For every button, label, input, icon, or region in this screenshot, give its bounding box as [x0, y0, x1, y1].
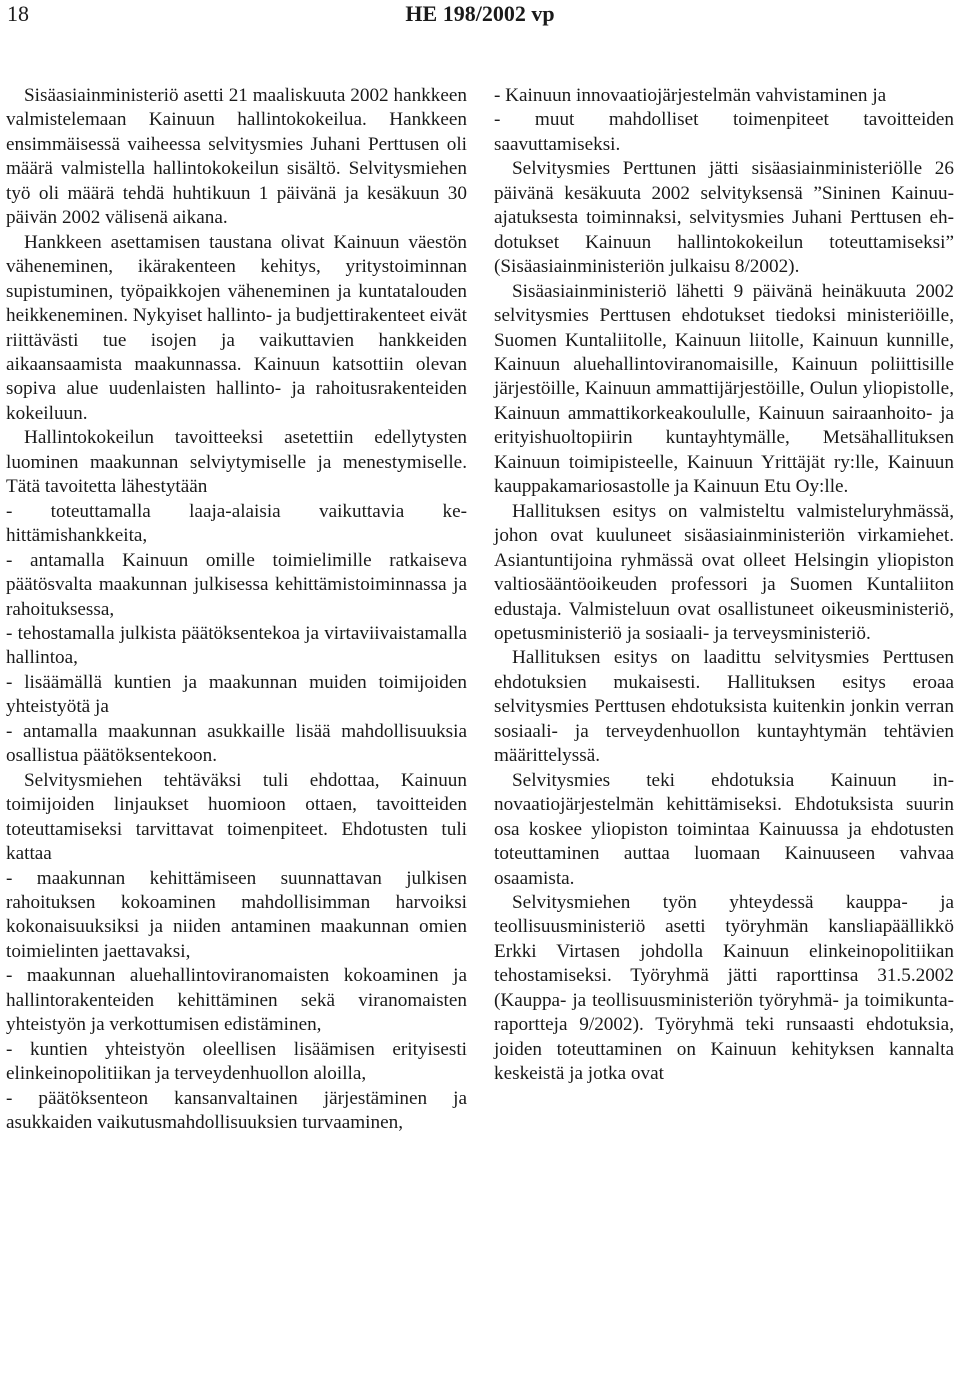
page-header: [0, 0, 960, 36]
list-item: - toteuttamalla laaja-alaisia vaikuttavia kehittämishankkeita,: [6, 500, 467, 547]
paragraph: Hallituksen esitys on laadittu selvitysmies Perttusen ehdotuksien mukaisesti. Hallituksen esitys eroaa selvitysmies Perttusen ehdotuksista kuitenkin jonkin verran sosiaali- ja terveydenhuollon kuntayhtymän tehtävien määrittelyssä.: [494, 647, 954, 767]
right-column: [494, 84, 954, 1087]
list-item: - maakunnan aluehallintoviranomaisten kokoaminen ja hallintorakenteiden kehittäminen sekä viranomaisten yhteistyön ja verkottumisen edistäminen,: [6, 965, 467, 1036]
paragraph: Hallituksen esitys on valmisteltu valmisteluryhmässä, johon ovat kuuluneet sisäasiainministeriön virkamiehet. Asiantuntijoina ryhmässä ovat olleet Helsingin yliopiston valtiosääntöoikeuden professori ja Suomen Kuntaliiton edustaja. Valmisteluun ovat osallistuneet oikeusministeriö, opetusministeriö ja sosiaali- ja terveysministeriö.: [494, 500, 954, 644]
paragraph: Sisäasiainministeriö lähetti 9 päivänä heinäkuuta 2002 selvitysmies Perttusen ehdotukset tiedoksi ministeriöille, Suomen Kuntaliitolle, Kainuun liitolle, Kainuun kunnille, Kainuun aluehallintoviranomaisille, Kainuun poliittisille järjestöille, Kainuun ammattijärjestöille, Oulun yliopistolle, Kainuun ammattikorkeakoululle, Kainuun sairaanhoito- ja erityishuoltopiirin kuntayhtymälle, Metsähallituksen Kainuun toimipisteelle, Kainuun Yrittäjät ry:lle, Kainuun kauppakamariosastolle ja Kainuun Etu Oy:lle.: [494, 280, 954, 498]
paragraph: Hallintokokeilun tavoitteeksi asetettiin edellytysten luominen maakunnan selviytymiselle ja menestymiselle. Tätä tavoitetta lähestytään: [6, 427, 467, 498]
paragraph: Selvitysmies Perttunen jätti sisäasiainministeriölle 26 päivänä kesäkuuta 2002 selvityksensä ”Sininen Kainuu- ajatuksesta toiminnaksi, selvitysmies Juhani Perttusen ehdotukset Kainuun hallintokokeilun toteuttamiseksi” (Sisäasiainministeriön julkaisu 8/2002).: [494, 158, 954, 278]
left-column: [6, 84, 467, 1135]
page-number: 18: [7, 1, 29, 26]
list-item: - antamalla Kainuun omille toimielimille ratkaiseva päätösvalta maakunnan julkisessa kehittämistoiminnassa ja rahoituksessa,: [6, 549, 467, 620]
paragraph: Sisäasiainministeriö asetti 21 maaliskuuta 2002 hankkeen valmistelemaan Kainuun hallintokokeilua. Hankkeen ensimmäisessä vaiheessa selvitysmies Juhani Perttusen oli määrä valmistella hallintokokeilun sisältö. Selvitysmiehen työ oli määrä tehdä huhtikuun 1 päivänä ja kesäkuun 30 päivän 2002 välisenä aikana.: [6, 85, 467, 229]
list-item: - päätöksenteon kansanvaltainen järjestäminen ja asukkaiden vaikutusmahdollisuuksien turvaaminen,: [6, 1087, 467, 1134]
paragraph: Hankkeen asettamisen taustana olivat Kainuun väestön väheneminen, ikärakenteen kehitys, yritystoiminnan supistuminen, työpaikkojen väheneminen ja kuntatalouden heikkeneminen. Nykyiset hallinto- ja budjettirakenteet eivät riittävästi tue isojen ja vaikuttavien hankkeiden aikaansaamista maakunnassa. Kainuun katsottiin olevan sopiva alue uudenlaisten hallinto- ja rahoitusrakenteiden kokeiluun.: [6, 231, 467, 424]
paragraph: Selvitysmiehen työn yhteydessä kauppa- ja teollisuusministeriö asetti työryhmän kansliapäällikkö Erkki Virtasen johdolla Kainuun elinkeinopolitiikan tehostamiseksi. Työryhmä jätti raporttinsa 31.5.2002 (Kauppa- ja teollisuusministeriön työryhmä- ja toimikuntaraportteja 9/2002). Työryhmä teki runsaasti ehdotuksia, joiden toteuttaminen on Kainuun kehityksen kannalta keskeistä ja jotka ovat: [494, 891, 954, 1085]
list-item: - kuntien yhteistyön oleellisen lisäämisen erityisesti elinkeinopolitiikan ja terveydenhuollon aloilla,: [6, 1038, 467, 1085]
list-item: - maakunnan kehittämiseen suunnattavan julkisen rahoituksen kokoaminen mahdollisimman harvoiksi kokonaisuuksiksi ja niiden antaminen maakunnan omien toimielinten jaettavaksi,: [6, 867, 467, 962]
list-item: - tehostamalla julkista päätöksentekoa ja virtaviivaistamalla hallintoa,: [6, 622, 467, 669]
list-item: - Kainuun innovaatiojärjestelmän vahvistaminen ja: [494, 85, 887, 106]
list-item: - antamalla maakunnan asukkaille lisää mahdollisuuksia osallistua päätöksentekoon.: [6, 720, 467, 767]
document-id: HE 198/2002 vp: [405, 1, 555, 26]
paragraph: Selvitysmiehen tehtäväksi tuli ehdottaa, Kainuun toimijoiden linjaukset huomioon ottaen, tavoitteiden toteuttamiseksi tarvittavat toimenpiteet. Ehdotusten tuli kattaa: [6, 769, 467, 865]
paragraph: Selvitysmies teki ehdotuksia Kainuun innovaatiojärjestelmän kehittämiseksi. Ehdotuksista suurin osa koskee yliopiston toimintaa Kainuussa ja ehdotusten toteuttaminen auttaa luomaan Kainuuseen vahvaa osaamista.: [494, 769, 954, 889]
list-item: - lisäämällä kuntien ja maakunnan muiden toimijoiden yhteistyötä ja: [6, 671, 467, 718]
list-item: - muut mahdolliset toimenpiteet tavoitteiden saavuttamiseksi.: [494, 109, 954, 155]
